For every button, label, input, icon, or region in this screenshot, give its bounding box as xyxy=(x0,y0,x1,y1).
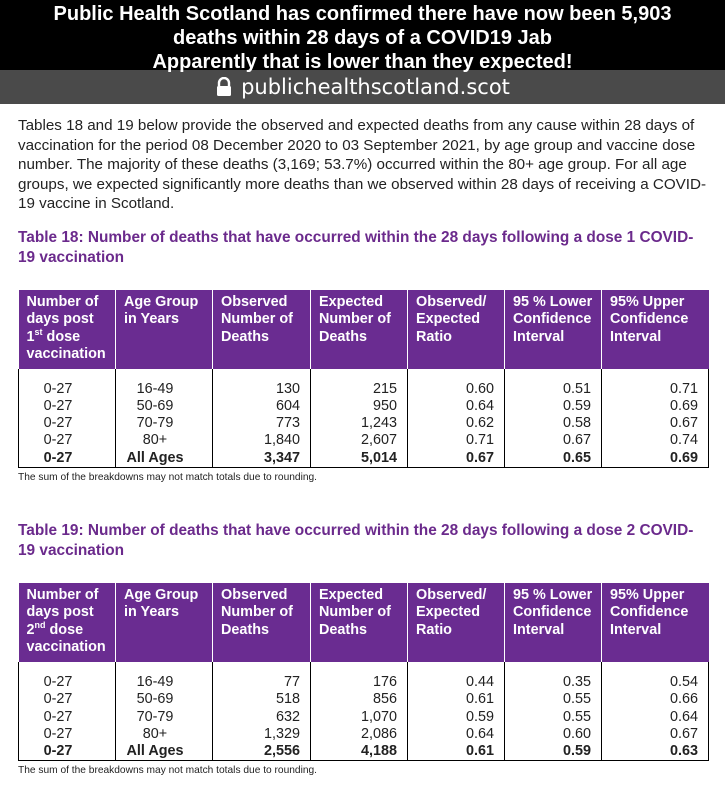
cell-age: 16-49 xyxy=(116,369,213,398)
cell-expected: 1,070 xyxy=(311,709,408,726)
cell-upper-ci: 0.64 xyxy=(602,709,709,726)
header-observed-expected-ratio: Observed/ Expected Ratio xyxy=(408,583,505,662)
cell-ratio: 0.64 xyxy=(408,398,505,415)
cell-age: 70-79 xyxy=(116,709,213,726)
cell-age: All Ages xyxy=(116,450,213,468)
cell-days: 0-27 xyxy=(19,662,116,691)
table-19-title: Table 19: Number of deaths that have occurred within the 28 days following a dose 2 COVID-19 vaccination xyxy=(18,521,694,559)
cell-ratio: 0.44 xyxy=(408,662,505,691)
url-text[interactable]: publichealthscotland.scot xyxy=(241,75,510,99)
cell-lower-ci: 0.60 xyxy=(505,726,602,743)
cell-observed: 77 xyxy=(213,662,311,691)
cell-expected: 215 xyxy=(311,369,408,398)
table-19 xyxy=(18,583,709,761)
table-total-row xyxy=(19,743,709,761)
cell-days: 0-27 xyxy=(19,432,116,449)
cell-observed: 3,347 xyxy=(213,450,311,468)
table-row xyxy=(19,726,709,743)
browser-url-bar[interactable] xyxy=(0,70,725,104)
cell-upper-ci: 0.66 xyxy=(602,691,709,708)
cell-expected: 950 xyxy=(311,398,408,415)
cell-age: All Ages xyxy=(116,743,213,761)
cell-lower-ci: 0.51 xyxy=(505,369,602,398)
cell-days: 0-27 xyxy=(19,398,116,415)
table-18 xyxy=(18,290,709,468)
header-upper-ci: 95% Upper Confidence Interval xyxy=(602,290,709,369)
cell-lower-ci: 0.58 xyxy=(505,415,602,432)
cell-expected: 2,086 xyxy=(311,726,408,743)
cell-days: 0-27 xyxy=(19,743,116,761)
header-observed-expected-ratio: Observed/ Expected Ratio xyxy=(408,290,505,369)
header-expected-deaths: Expected Number of Deaths xyxy=(311,583,408,662)
cell-age: 50-69 xyxy=(116,398,213,415)
meme-caption-line-2: deaths within 28 days of a COVID19 Jab xyxy=(172,27,552,49)
meme-caption-line-3: Apparently that is lower than they expected! xyxy=(152,51,573,73)
cell-expected: 1,243 xyxy=(311,415,408,432)
cell-lower-ci: 0.59 xyxy=(505,398,602,415)
table-row xyxy=(19,415,709,432)
cell-lower-ci: 0.59 xyxy=(505,743,602,761)
table-row xyxy=(19,369,709,398)
header-lower-ci: 95 % Lower Confidence Interval xyxy=(505,583,602,662)
table-row xyxy=(19,432,709,449)
cell-upper-ci: 0.54 xyxy=(602,662,709,691)
cell-observed: 2,556 xyxy=(213,743,311,761)
cell-ratio: 0.67 xyxy=(408,450,505,468)
cell-expected: 176 xyxy=(311,662,408,691)
cell-expected: 856 xyxy=(311,691,408,708)
table-18-footnote: The sum of the breakdowns may not match totals due to rounding. xyxy=(18,471,317,483)
cell-upper-ci: 0.71 xyxy=(602,369,709,398)
header-upper-ci: 95% Upper Confidence Interval xyxy=(602,583,709,662)
intro-paragraph: Tables 18 and 19 below provide the observed and expected deaths from any cause within 28 days of vaccination for the period 08 December 2020 to 03 September 2021, by age group and vaccine dose number. The majority of these deaths (3,169; 53.7%) occurred within the 80+ age group. For all age groups, we expected significantly more deaths than we observed within 28 days of receiving a COVID-19 vaccine in Scotland. xyxy=(18,117,707,212)
header-lower-ci: 95 % Lower Confidence Interval xyxy=(505,290,602,369)
cell-days: 0-27 xyxy=(19,709,116,726)
cell-ratio: 0.61 xyxy=(408,691,505,708)
cell-days: 0-27 xyxy=(19,415,116,432)
meme-caption-banner xyxy=(0,0,725,73)
cell-upper-ci: 0.67 xyxy=(602,415,709,432)
cell-age: 50-69 xyxy=(116,691,213,708)
lock-icon xyxy=(215,77,233,97)
cell-days: 0-27 xyxy=(19,691,116,708)
cell-expected: 5,014 xyxy=(311,450,408,468)
cell-lower-ci: 0.35 xyxy=(505,662,602,691)
cell-upper-ci: 0.63 xyxy=(602,743,709,761)
cell-age: 70-79 xyxy=(116,415,213,432)
header-observed-deaths: Observed Number of Deaths xyxy=(213,583,311,662)
table-header-row xyxy=(19,583,709,662)
cell-lower-ci: 0.65 xyxy=(505,450,602,468)
header-days-post-dose: Number of days post 2nd dose vaccination xyxy=(19,583,116,662)
table-row xyxy=(19,709,709,726)
cell-ratio: 0.64 xyxy=(408,726,505,743)
table-row xyxy=(19,691,709,708)
header-age-group: Age Group in Years xyxy=(116,583,213,662)
header-expected-deaths: Expected Number of Deaths xyxy=(311,290,408,369)
table-18-title: Table 18: Number of deaths that have occurred within the 28 days following a dose 1 COVID-19 vaccination xyxy=(18,228,694,266)
table-row xyxy=(19,662,709,691)
cell-days: 0-27 xyxy=(19,726,116,743)
cell-observed: 632 xyxy=(213,709,311,726)
cell-ratio: 0.71 xyxy=(408,432,505,449)
cell-observed: 1,840 xyxy=(213,432,311,449)
header-age-group: Age Group in Years xyxy=(116,290,213,369)
cell-expected: 4,188 xyxy=(311,743,408,761)
cell-ratio: 0.62 xyxy=(408,415,505,432)
table-total-row xyxy=(19,450,709,468)
cell-observed: 773 xyxy=(213,415,311,432)
cell-lower-ci: 0.55 xyxy=(505,709,602,726)
cell-expected: 2,607 xyxy=(311,432,408,449)
cell-age: 16-49 xyxy=(116,662,213,691)
cell-lower-ci: 0.67 xyxy=(505,432,602,449)
meme-caption-line-1: Public Health Scotland has confirmed there have now been 5,903 xyxy=(53,3,672,25)
cell-observed: 604 xyxy=(213,398,311,415)
cell-age: 80+ xyxy=(116,432,213,449)
cell-lower-ci: 0.55 xyxy=(505,691,602,708)
table-row xyxy=(19,398,709,415)
cell-upper-ci: 0.69 xyxy=(602,398,709,415)
cell-ratio: 0.59 xyxy=(408,709,505,726)
cell-observed: 518 xyxy=(213,691,311,708)
cell-days: 0-27 xyxy=(19,450,116,468)
header-days-post-dose: Number of days post 1st dose vaccination xyxy=(19,290,116,369)
cell-observed: 130 xyxy=(213,369,311,398)
cell-age: 80+ xyxy=(116,726,213,743)
table-19-footnote: The sum of the breakdowns may not match totals due to rounding. xyxy=(18,765,317,777)
cell-days: 0-27 xyxy=(19,369,116,398)
cell-ratio: 0.61 xyxy=(408,743,505,761)
cell-upper-ci: 0.74 xyxy=(602,432,709,449)
document-body xyxy=(0,104,725,776)
cell-observed: 1,329 xyxy=(213,726,311,743)
header-observed-deaths: Observed Number of Deaths xyxy=(213,290,311,369)
cell-upper-ci: 0.67 xyxy=(602,726,709,743)
cell-ratio: 0.60 xyxy=(408,369,505,398)
table-header-row xyxy=(19,290,709,369)
cell-upper-ci: 0.69 xyxy=(602,450,709,468)
